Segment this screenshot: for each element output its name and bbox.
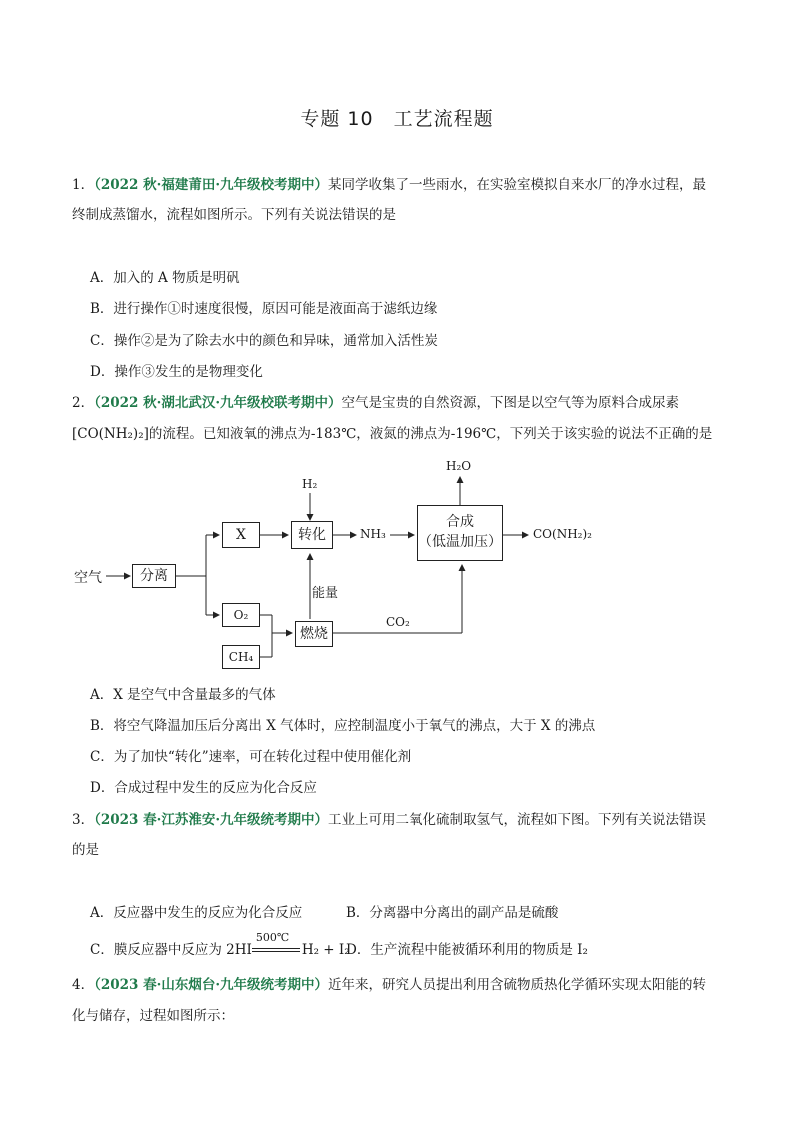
synthesis-label: 合成 [446, 514, 474, 530]
q2-number: 2． [72, 395, 95, 411]
q3-option-d: D．生产流程中能被循环利用的物质是 I₂ [346, 942, 588, 958]
q1-text2: 终制成蒸馏水，流程如图所示。下列有关说法错误的是 [72, 207, 396, 223]
reaction-condition: 500℃ [255, 931, 290, 944]
q4-line1 [72, 975, 706, 995]
q3-text1: 工业上可用二氧化硫制取氢气，流程如下图。下列有关说法错误 [328, 812, 707, 828]
box-separate: 分离 [132, 564, 176, 588]
q1-line1 [72, 175, 706, 195]
q1-number: 1． [72, 177, 95, 193]
q2-option-c: C．为了加快“转化”速率，可在转化过程中使用催化剂 [90, 749, 412, 765]
q1-option-b: B．进行操作①时速度很慢，原因可能是液面高于滤纸边缘 [90, 301, 438, 317]
label-urea: CO(NH₂)₂ [533, 527, 592, 541]
reaction-arrow [252, 931, 302, 960]
q3-number: 3． [72, 812, 95, 828]
q3-option-b: B．分离器中分离出的副产品是硫酸 [346, 905, 559, 921]
label-co2: CO₂ [386, 615, 410, 629]
q2-option-d: D．合成过程中发生的反应为化合反应 [90, 780, 317, 796]
q1-option-c: C．操作②是为了除去水中的颜色和异味，通常加入活性炭 [90, 333, 438, 349]
q3-source: （2023 春·江苏淮安·九年级统考期中） [94, 812, 329, 828]
box-convert: 转化 [291, 521, 333, 549]
q1-text1: 某同学收集了一些雨水，在实验室模拟自来水厂的净水过程，最 [328, 177, 707, 193]
q1-option-a: A．加入的 A 物质是明矾 [90, 270, 240, 286]
q4-text2: 化与储存，过程如图所示： [72, 1008, 234, 1024]
label-energy: 能量 [312, 586, 339, 601]
q3-option-a: A．反应器中发生的反应为化合反应 [90, 905, 303, 921]
synthesis-condition: （低温加压） [418, 534, 502, 550]
q2-source: （2022 秋·湖北武汉·九年级校联考期中） [94, 395, 342, 411]
box-x: X [222, 522, 260, 548]
q3-option-c-text: C．膜反应器中反应为 2HI [90, 942, 252, 958]
label-nh3: NH₃ [360, 527, 386, 541]
label-h2o: H₂O [446, 459, 472, 473]
q2-text2: [CO(NH₂)₂]的流程。已知液氧的沸点为-183℃，液氮的沸点为-196℃，下列关于该实验的说法不正确的是 [72, 426, 713, 442]
box-synthesis [417, 505, 503, 561]
q2-option-b: B．将空气降温加压后分离出 X 气体时，应控制温度小于氧气的沸点，大于 X 的沸点 [90, 718, 596, 734]
box-burn: 燃烧 [295, 621, 333, 647]
box-ch4: CH₄ [222, 645, 260, 669]
q4-number: 4． [72, 977, 95, 993]
q4-source: （2023 春·山东烟台·九年级统考期中） [94, 977, 329, 993]
page-title: 专题 10 工艺流程题 [300, 108, 494, 130]
q2-text1: 空气是宝贵的自然资源，下图是以空气等为原料合成尿素 [341, 395, 680, 411]
box-o2: O₂ [222, 603, 260, 627]
q2-option-a: A．X 是空气中含量最多的气体 [90, 687, 276, 703]
q3-option-c [90, 931, 350, 960]
q3-option-c-products: H₂ + I₂ [301, 942, 350, 958]
label-h2: H₂ [302, 477, 318, 491]
q4-text1: 近年来，研究人员提出利用含硫物质热化学循环实现太阳能的转 [328, 977, 707, 993]
equals-sign [252, 948, 300, 952]
q1-option-d: D．操作③发生的是物理变化 [90, 364, 263, 380]
q1-source: （2022 秋·福建莆田·九年级校考期中） [94, 177, 329, 193]
q3-line1 [72, 810, 706, 830]
label-air: 空气 [74, 570, 102, 586]
q2-line1 [72, 393, 679, 413]
q3-text2: 的是 [72, 842, 99, 858]
